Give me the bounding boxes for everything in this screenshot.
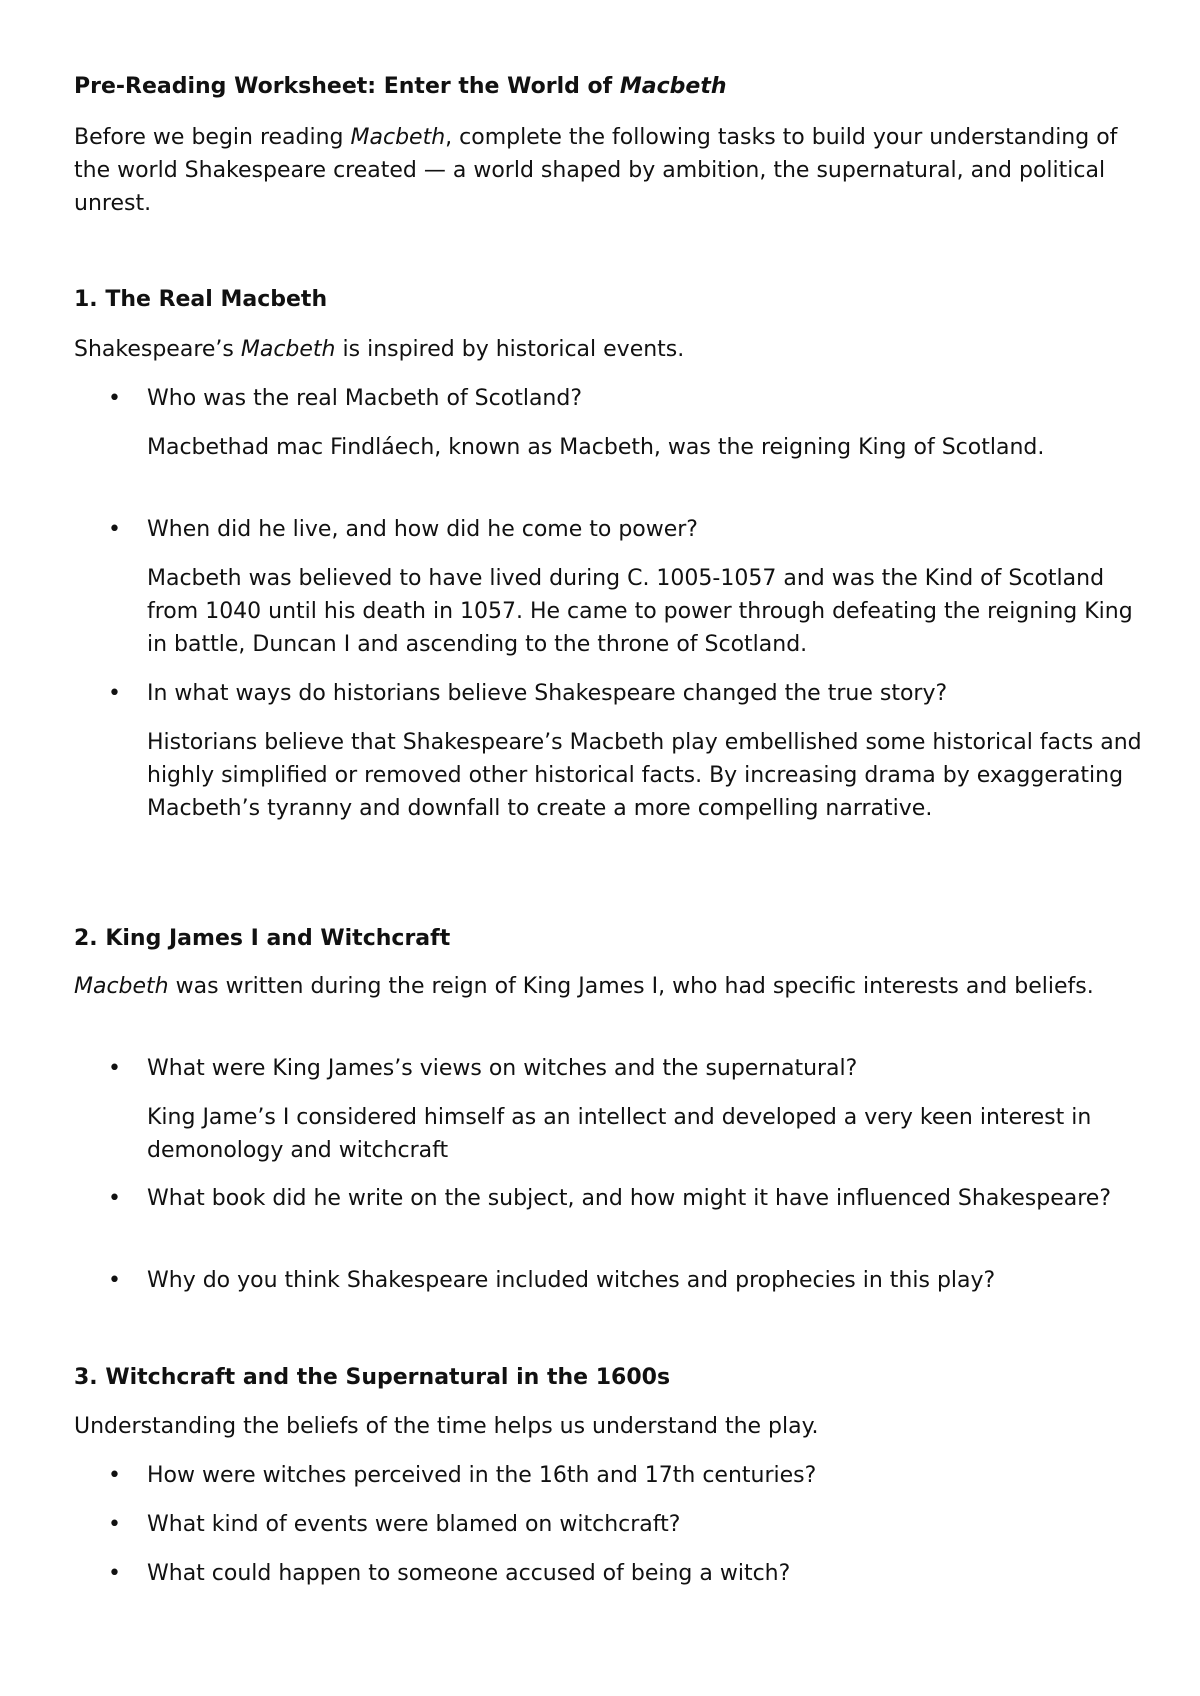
- bullet: •: [108, 517, 121, 542]
- section-1-lead: [74, 333, 1134, 366]
- question: What were King James’s views on witches and the supernatural?: [147, 1056, 858, 1081]
- section-2-lead-italic: Macbeth: [74, 974, 169, 999]
- intro-paragraph: [74, 121, 1134, 220]
- section-1-heading: 1. The Real Macbeth: [74, 287, 328, 312]
- question: How were witches perceived in the 16th and 17th centuries?: [147, 1463, 817, 1488]
- section-2-lead: [74, 970, 1134, 1003]
- question: What book did he write on the subject, and how might it have influenced Shakespeare?: [147, 1186, 1112, 1211]
- bullet: •: [108, 1056, 121, 1081]
- bullet: •: [108, 386, 121, 411]
- bullet: •: [108, 1186, 121, 1211]
- title-prefix: Pre-Reading Worksheet: Enter the World of: [74, 74, 620, 99]
- question: What could happen to someone accused of being a witch?: [147, 1561, 791, 1586]
- section-2-lead-after: was written during the reign of King James I, who had specific interests and beliefs.: [168, 974, 1094, 999]
- answer: Macbeth was believed to have lived during C. 1005-1057 and was the Kind of Scotland from 1040 until his death in 1057. He came to power through defeating the reigning King in battle, Duncan I and ascending to the throne of Scotland.: [147, 566, 1133, 657]
- question: What kind of events were blamed on witchcraft?: [147, 1512, 681, 1537]
- bullet: •: [108, 681, 121, 706]
- section-1-lead-before: Shakespeare’s: [74, 337, 241, 362]
- question: Why do you think Shakespeare included witches and prophecies in this play?: [147, 1268, 996, 1293]
- intro-before: Before we begin reading: [74, 125, 351, 150]
- intro-after: , complete the following tasks to build your understanding of the world Shakespeare created — a world shaped by ambition, the supernatural, and political unrest.: [74, 125, 1118, 216]
- bullet: •: [108, 1512, 121, 1537]
- section-2-heading: 2. King James I and Witchcraft: [74, 926, 451, 951]
- section-1-lead-italic: Macbeth: [240, 337, 336, 362]
- section-1-lead-after: is inspired by historical events.: [335, 337, 685, 362]
- question: Who was the real Macbeth of Scotland?: [147, 386, 583, 411]
- section-3-heading: 3. Witchcraft and the Supernatural in the 1600s: [74, 1365, 671, 1390]
- bullet: •: [108, 1268, 121, 1293]
- question: In what ways do historians believe Shakespeare changed the true story?: [147, 681, 948, 706]
- intro-italic: Macbeth: [350, 125, 446, 150]
- page-title: [74, 70, 727, 103]
- title-italic: Macbeth: [619, 74, 727, 99]
- answer: Historians believe that Shakespeare’s Macbeth play embellished some historical facts and highly simplified or removed other historical facts. By increasing drama by exaggerating Macbeth’s tyranny and downfall to create a more compelling narrative.: [147, 730, 1142, 821]
- answer: Macbethad mac Findláech, known as Macbeth, was the reigning King of Scotland.: [147, 435, 1045, 460]
- bullet: •: [108, 1561, 121, 1586]
- answer: King Jame’s I considered himself as an intellect and developed a very keen interest in demonology and witchcraft: [147, 1105, 1092, 1163]
- section-3-lead: Understanding the beliefs of the time helps us understand the play.: [74, 1414, 819, 1439]
- question: When did he live, and how did he come to power?: [147, 517, 698, 542]
- bullet: •: [108, 1463, 121, 1488]
